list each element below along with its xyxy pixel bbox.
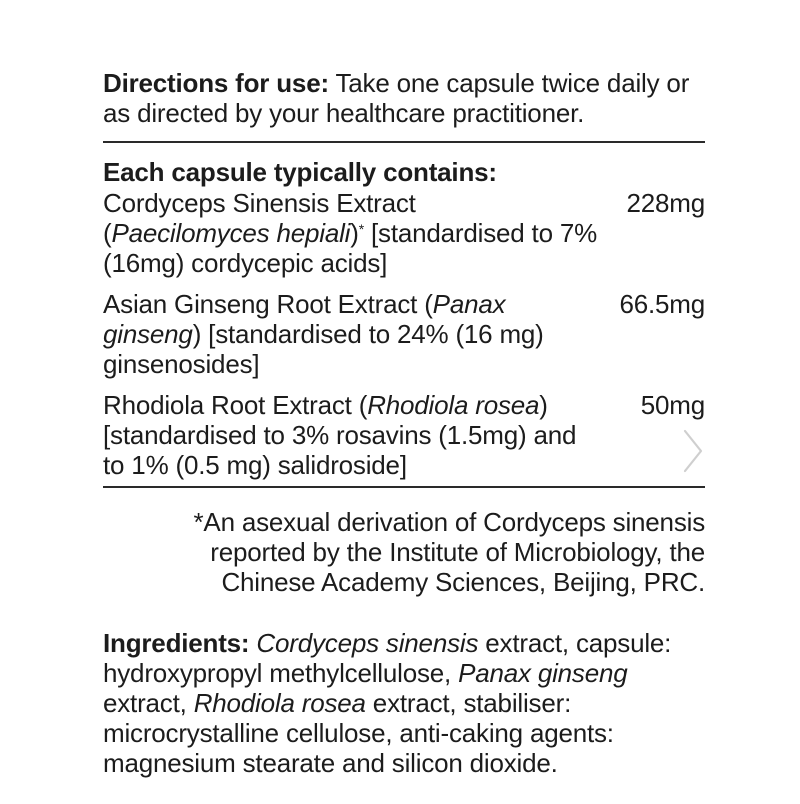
contents-heading: Each capsule typically contains: <box>103 157 497 187</box>
ingredient-latin-name: Panax ginseng <box>103 289 506 349</box>
ingredient-amount: 66.5mg <box>619 289 705 319</box>
divider-bottom <box>103 486 705 488</box>
footnote-marker: * <box>358 221 364 237</box>
ingredient-amount: 50mg <box>640 390 705 420</box>
directions-text: Take one capsule twice daily or as directed by your healthcare practitioner. <box>103 68 690 128</box>
ingredient-name: Cordyceps Sinensis Extract <box>103 188 416 218</box>
ingredients-part: Cordyceps sinensis <box>256 628 479 658</box>
ingredient-latin-name: Paecilomyces hepiali <box>111 218 351 248</box>
ingredient-detail: [standardised to 3% rosavins (1.5mg) and to 1% (0.5 mg) salidroside] <box>103 420 577 480</box>
ingredient-row-ginseng <box>103 289 705 379</box>
ingredient-latin-name: Rhodiola rosea <box>367 390 540 420</box>
ingredient-detail: [standardised to 7% (16mg) cordycepic acids] <box>103 218 598 278</box>
ingredient-description: Cordyceps Sinensis Extract (Paecilomyces hepiali)* [standardised to 7% (16mg) cordycepic acids] <box>103 188 598 278</box>
ingredient-name: Rhodiola Root Extract <box>103 390 352 420</box>
ingredients-part: extract, <box>103 688 194 718</box>
ingredient-row-rhodiola <box>103 390 705 480</box>
ingredients-part: extract, stabiliser: microcrystalline cellulose, anti-caking agents: magnesium stearate and silicon dioxide. <box>103 688 614 778</box>
ingredient-detail: [standardised to 24% (16 mg) ginsenosides] <box>103 319 544 379</box>
ingredients-part: extract, capsule: hydroxypropyl methylcellulose, <box>103 628 672 688</box>
supplement-label <box>103 68 705 804</box>
ingredients-label: Ingredients: <box>103 628 250 658</box>
ingredient-description: Asian Ginseng Root Extract (Panax ginseng) [standardised to 24% (16 mg) ginsenosides] <box>103 289 544 379</box>
footnote: *An asexual derivation of Cordyceps sinensis reported by the Institute of Microbiology, the Chinese Academy Sciences, Beijing, PRC. <box>193 507 705 597</box>
chevron-right-icon[interactable] <box>681 428 705 474</box>
ingredient-row-cordyceps <box>103 188 705 278</box>
ingredient-name: Asian Ginseng Root Extract <box>103 289 418 319</box>
ingredients-section <box>103 628 705 778</box>
ingredient-amount: 228mg <box>626 188 705 218</box>
ingredients-part: Rhodiola rosea <box>193 688 366 718</box>
divider-top <box>103 141 705 143</box>
ingredient-description: Rhodiola Root Extract (Rhodiola rosea) [standardised to 3% rosavins (1.5mg) and to 1% (0.5 mg) salidroside] <box>103 390 577 480</box>
directions-section <box>103 68 705 128</box>
ingredients-part: Panax ginseng <box>458 658 628 688</box>
directions-label: Directions for use: <box>103 68 329 98</box>
